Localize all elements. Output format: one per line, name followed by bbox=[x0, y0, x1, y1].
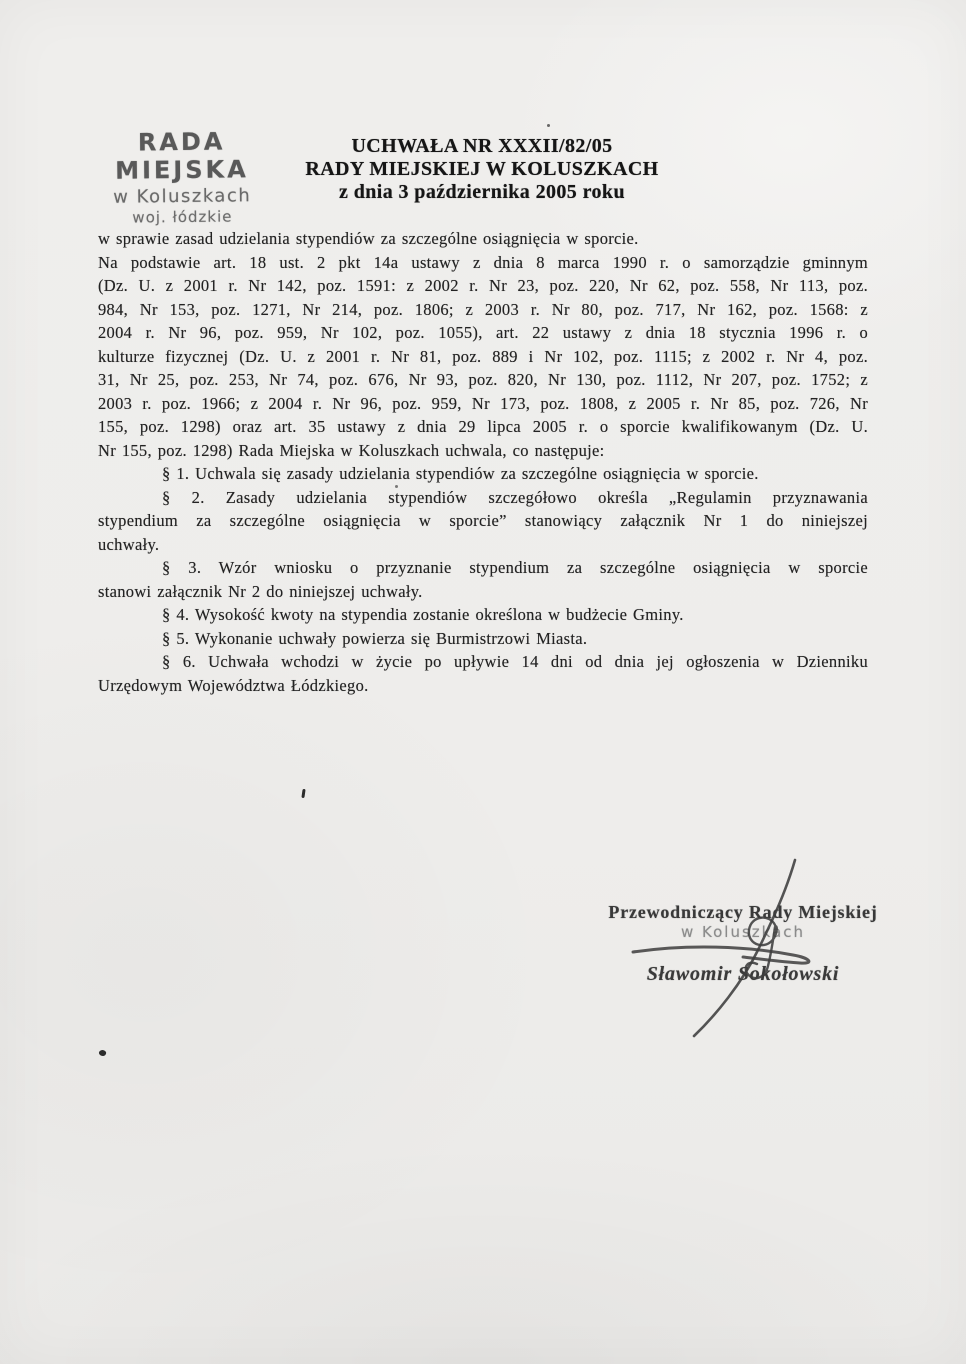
sender-stamp-town: w Koluszkach bbox=[113, 185, 252, 208]
legal-basis-line: 2003 r. poz. 1966; z 2004 r. Nr 96, poz. 959, Nr 173, poz. 1808, z 2005 r. Nr 85, poz. 726, Nr bbox=[98, 393, 868, 413]
paragraph-3 bbox=[98, 556, 868, 603]
paragraph-5: § 5. Wykonanie uchwały powierza się Burmistrzowi Miasta. bbox=[162, 628, 588, 648]
paragraph-6-line: § 6. Uchwała wchodzi w życie po upływie 14 dni od dnia jej ogłoszenia w Dzienniku bbox=[162, 652, 868, 671]
handwritten-signature-scribble bbox=[588, 855, 878, 1055]
paragraph-2-line: uchwały. bbox=[98, 534, 160, 554]
signature-role-stamp: Przewodniczący Rady Miejskiej bbox=[608, 902, 878, 922]
scan-speck bbox=[395, 485, 398, 488]
paragraph-3-line: stanowi załącznik Nr 2 do niniejszej uchwały. bbox=[98, 581, 423, 601]
legal-basis-line: 155, poz. 1298) oraz art. 35 ustawy z dnia 29 lipca 2005 r. o sporcie kwalifikowanym (Dz. U. bbox=[98, 417, 868, 436]
title-resolution-number: UCHWAŁA NR XXXII/82/05 bbox=[351, 135, 613, 157]
subject-line: w sprawie zasad udzielania stypendiów za szczególne osiągnięcia w sporcie. bbox=[98, 229, 639, 248]
paragraph-2-line: § 2. Zasady udzielania stypendiów szczegółowo określa „Regulamin przyznawania bbox=[162, 487, 868, 507]
signature-place-stamp: w Koluszkach bbox=[680, 923, 806, 941]
paragraph-2 bbox=[98, 486, 868, 557]
legal-basis-line: kulturze fizycznej (Dz. U. z 2001 r. Nr 81, poz. 889 i Nr 102, poz. 1115; z 2002 r. Nr 4, poz. bbox=[98, 346, 868, 366]
paragraph-4: § 4. Wysokość kwoty na stypendia zostanie określona w budżecie Gminy. bbox=[162, 605, 684, 624]
paragraph-6-line: Urzędowym Województwa Łódzkiego. bbox=[98, 675, 369, 695]
sender-stamp bbox=[70, 127, 293, 227]
legal-basis-line: 984, Nr 153, poz. 1271, Nr 214, poz. 1806; z 2003 r. Nr 80, poz. 717, Nr 162, poz. 1568: z bbox=[98, 299, 868, 319]
paragraph-1: § 1. Uchwala się zasady udzielania stypendiów za szczególne osiągnięcia w sporcie. bbox=[162, 464, 759, 483]
scan-speck bbox=[301, 789, 305, 798]
legal-basis-line: 2004 r. Nr 96, poz. 959, Nr 102, poz. 1055), art. 22 ustawy z dnia 18 stycznia 1996 r. o bbox=[98, 323, 868, 342]
title-date: z dnia 3 października 2005 roku bbox=[339, 181, 625, 203]
document-body bbox=[98, 227, 868, 697]
paragraph-6 bbox=[98, 650, 868, 697]
scan-speck bbox=[98, 1049, 107, 1057]
title-council-name: RADY MIEJSKIEJ W KOLUSZKACH bbox=[305, 158, 659, 180]
legal-basis-line: Nr 155, poz. 1298) Rada Miejska w Koluszkach uchwala, co następuje: bbox=[98, 440, 605, 460]
paragraph-2-line: stypendium za szczególne osiągnięcia w sporcie” stanowiący załącznik Nr 1 do niniejszej bbox=[98, 511, 868, 530]
sender-stamp-voivodeship: woj. łódzkie bbox=[132, 207, 233, 227]
legal-basis-line: Na podstawie art. 18 ust. 2 pkt 14a ustawy z dnia 8 marca 1990 r. o samorządzie gminnym bbox=[98, 252, 868, 272]
legal-basis-line: (Dz. U. z 2001 r. Nr 142, poz. 1591: z 2002 r. Nr 23, poz. 220, Nr 62, poz. 558, Nr 113, poz. bbox=[98, 276, 868, 295]
legal-basis-paragraph bbox=[98, 251, 868, 463]
signature-name-stamp: Sławomir Sokołowski bbox=[646, 963, 840, 985]
scan-speck bbox=[547, 124, 550, 127]
paragraph-3-line: § 3. Wzór wniosku o przyznanie stypendium za szczególne osiągnięcia w sporcie bbox=[162, 558, 868, 577]
sender-stamp-name: RADA MIEJSKA bbox=[114, 127, 249, 185]
legal-basis-line: 31, Nr 25, poz. 253, Nr 74, poz. 676, Nr 93, poz. 820, Nr 130, poz. 1112, Nr 207, poz. 1752; z bbox=[98, 370, 868, 389]
document-title bbox=[296, 135, 668, 204]
